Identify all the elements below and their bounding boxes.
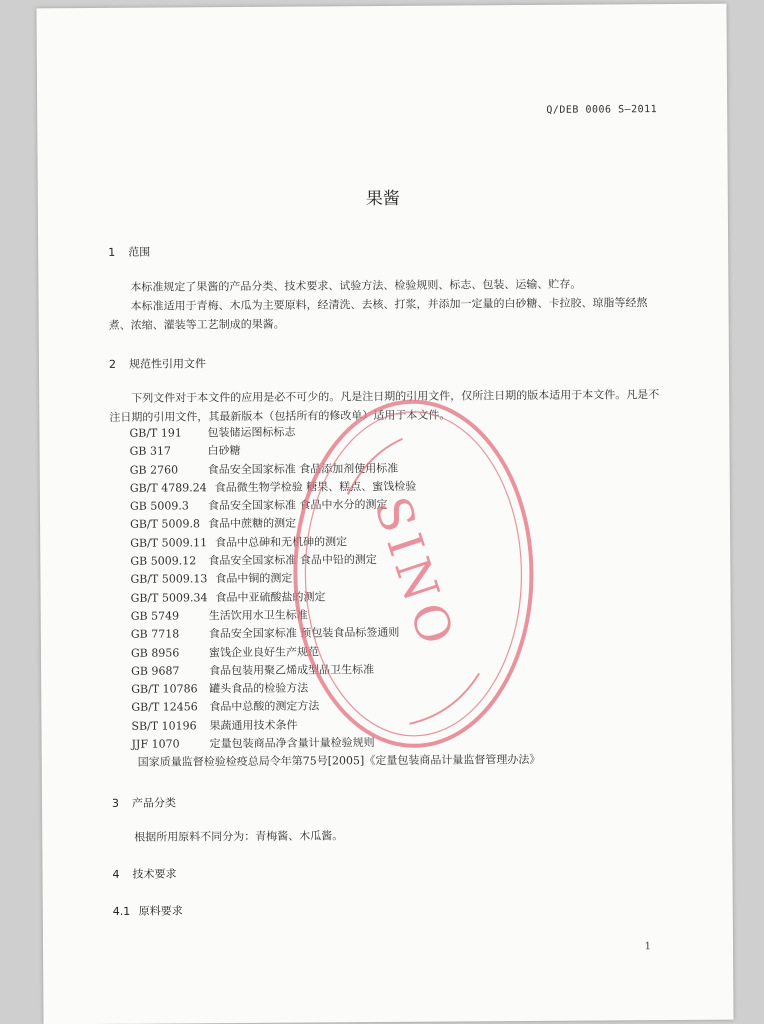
- scope-paragraph-1: 本标准规定了果酱的产品分类、技术要求、试验方法、检验规则、标志、包装、运输、贮存。: [130, 277, 582, 294]
- reference-title: 罐头食品的检验方法: [209, 681, 309, 696]
- reference-title: 定量包装商品净含量计量检验规则: [209, 736, 375, 751]
- reference-title: 食品微生物学检验 糖果、糕点、蜜饯检验: [214, 479, 417, 495]
- reference-code: GB 5009.12: [130, 554, 197, 568]
- section-heading-3: [112, 794, 176, 810]
- reference-title: 食品包装用聚乙烯成型品卫生标准: [209, 662, 375, 678]
- reference-regulation: 国家质量监督检验检疫总局令年第75号[2005]《定量包装商品计量监督管理办法》: [137, 753, 541, 770]
- section-title: 范围: [128, 245, 151, 259]
- reference-code: SB/T 10196: [131, 719, 197, 733]
- reference-code: GB 5749: [130, 609, 180, 623]
- section-title: 原料要求: [138, 904, 183, 918]
- reference-title: 食品安全国家标准 食品中水分的测定: [207, 498, 388, 513]
- reference-code: GB/T 5009.8: [130, 517, 201, 532]
- reference-title: 食品中亚硫酸盐的测定: [215, 590, 326, 604]
- page-title: 果酱: [365, 188, 400, 210]
- stamp-text: SINO: [362, 490, 466, 657]
- reference-title: 生活饮用水卫生标准: [208, 608, 308, 623]
- reference-title: 食品安全国家标准 预包装食品标签通则: [208, 626, 400, 641]
- section-title: 产品分类: [131, 796, 177, 810]
- section-number: 3: [111, 796, 120, 810]
- reference-title: 食品中总酸的测定方法: [209, 699, 320, 714]
- reference-title: 白砂糖: [207, 444, 241, 458]
- page-number: 1: [644, 941, 652, 953]
- reference-code: GB/T 12456: [131, 700, 198, 715]
- reference-code: GB/T 5009.13: [130, 572, 208, 587]
- reference-title: 食品中铜的测定: [215, 572, 293, 586]
- reference-code: GB/T 5009.11: [130, 536, 208, 550]
- reference-code: GB/T 5009.34: [130, 590, 208, 605]
- reference-title: 果蔬通用技术条件: [209, 718, 298, 732]
- document-page: [36, 4, 733, 1024]
- scope-text: [108, 274, 658, 335]
- reference-title: 食品中总砷和无机砷的测定: [215, 535, 348, 549]
- section-number: 4.1: [112, 904, 131, 918]
- section-heading-2: [109, 355, 206, 372]
- reference-code: GB 2760: [129, 463, 179, 477]
- reference-code: GB/T 4789.24: [129, 481, 207, 495]
- reference-title: 食品安全国家标准 食品添加剂使用标准: [207, 461, 399, 476]
- reference-title: 包装储运图标标志: [207, 425, 296, 440]
- section-heading-4: [112, 865, 176, 881]
- reference-title: 食品安全国家标准 食品中铅的测定: [208, 553, 377, 568]
- reference-code: GB 317: [129, 444, 171, 459]
- classification-paragraph: 根据所用原料不同分为：青梅酱、木瓜酱。: [134, 829, 344, 844]
- document-number: Q/DEB 0006 S—2011: [546, 104, 658, 116]
- reference-code: GB 5009.3: [129, 499, 189, 513]
- classification-text: [112, 824, 662, 847]
- section-title: 规范性引用文件: [128, 357, 206, 371]
- section-heading-4-1: [113, 902, 183, 918]
- reference-code: JJF 1070: [131, 737, 180, 751]
- reference-code: GB 7718: [130, 627, 180, 642]
- section-number: 1: [108, 245, 116, 259]
- reference-title: 食品中蔗糖的测定: [208, 517, 297, 531]
- reference-code: GB/T 10786: [131, 682, 198, 696]
- reference-code: GB 8956: [130, 646, 180, 660]
- normative-intro-text: 下列文件对于本文件的应用是必不可少的。凡是注日期的引用文件，仅所注日期的版本适用于本文件。凡是不注日期的引用文件，其最新版本（包括所有的修改单）适用于本文件。: [109, 388, 660, 424]
- section-number: 4: [112, 867, 120, 881]
- section-number: 2: [108, 357, 116, 371]
- reference-title: 蜜饯企业良好生产规范: [208, 645, 320, 659]
- reference-list: [129, 422, 540, 772]
- scope-paragraph-2: 本标准适用于青梅、木瓜为主要原料，经清洗、去核、打浆，并添加一定量的白砂糖、卡拉胶、琼脂等经熬煮、浓缩、灌装等工艺制成的果酱。: [108, 296, 648, 332]
- reference-code: GB/T 191: [129, 426, 182, 440]
- section-title: 技术要求: [132, 867, 177, 881]
- normative-intro: [109, 385, 659, 427]
- reference-code: GB 9687: [131, 664, 180, 678]
- section-heading-1: [108, 244, 150, 260]
